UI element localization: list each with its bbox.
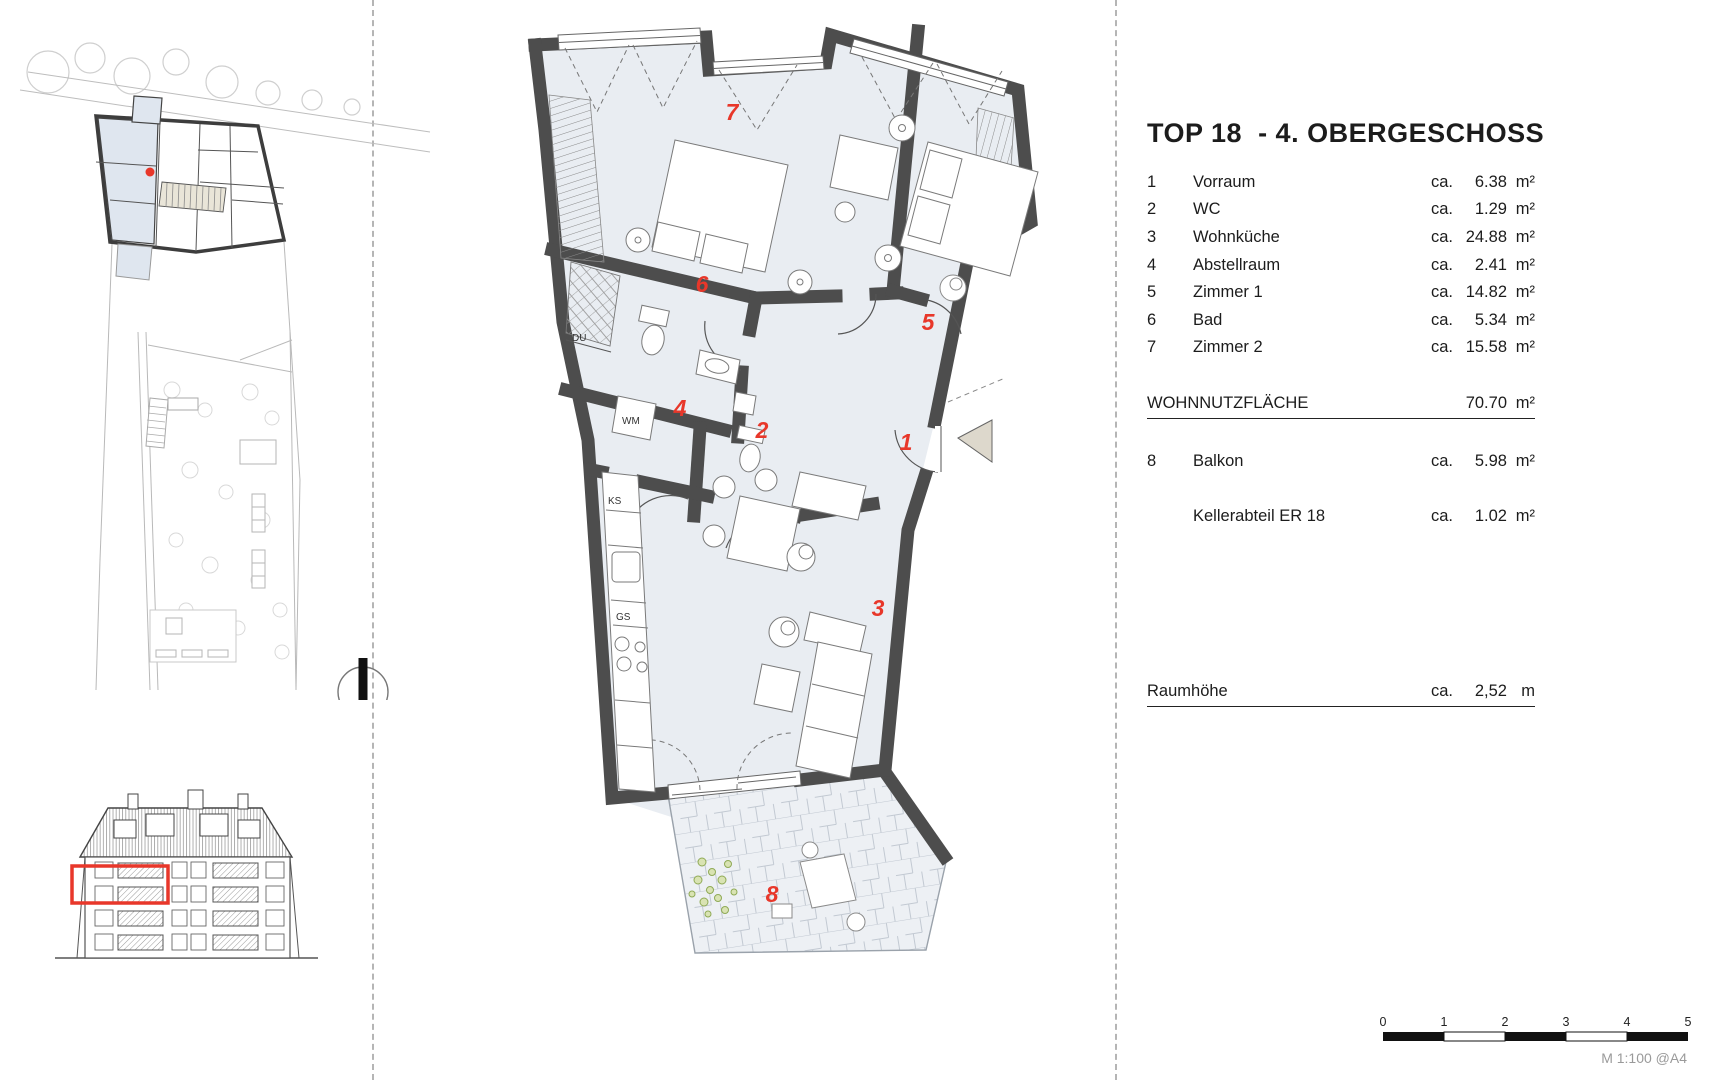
- room-area: 24.88: [1465, 228, 1507, 246]
- room-area: 15.58: [1465, 338, 1507, 356]
- height-unit: m: [1521, 682, 1535, 700]
- svg-text:5: 5: [1684, 1015, 1692, 1029]
- column-separator-right: [1115, 0, 1117, 1080]
- room-num: 8: [1147, 452, 1157, 470]
- ca-label: ca.: [1430, 256, 1453, 274]
- room-name: Abstellraum: [1193, 256, 1281, 274]
- ca-label: ca.: [1430, 338, 1453, 356]
- room-number-8: 8: [765, 881, 779, 907]
- area-unit: m²: [1515, 256, 1535, 274]
- ca-label: ca.: [1430, 228, 1453, 246]
- area-unit: m²: [1515, 338, 1535, 356]
- area-unit: m²: [1515, 283, 1535, 301]
- legend-row-wohnkueche: [1147, 228, 1535, 250]
- building-elevation: [0, 700, 372, 1080]
- north-arrow-icon: [338, 658, 388, 700]
- garden-furniture: [150, 440, 276, 662]
- area-unit: m²: [1515, 311, 1535, 329]
- roof: [80, 790, 292, 857]
- room-height-value: 2,52: [1474, 682, 1507, 700]
- scale-segments: [1383, 1032, 1688, 1041]
- building-footprint: [96, 96, 284, 280]
- room-name: Zimmer 2: [1193, 338, 1263, 356]
- area-unit: m²: [1515, 173, 1535, 191]
- scale-caption: M 1:100 @A4: [1601, 1050, 1687, 1066]
- entrance-dashed-line: [948, 378, 1005, 402]
- facade: [77, 857, 299, 958]
- room-number-7: 7: [725, 99, 739, 125]
- room-name: Balkon: [1193, 452, 1244, 470]
- ca-label: ca.: [1430, 200, 1453, 218]
- total-living-area-row: [1147, 394, 1535, 419]
- site-plan: [0, 0, 440, 700]
- area-unit: m²: [1515, 507, 1535, 525]
- room-area: 2.41: [1474, 256, 1507, 274]
- room-area: 6.38: [1474, 173, 1507, 191]
- room-name: Kellerabteil ER 18: [1193, 507, 1326, 525]
- svg-text:4: 4: [1623, 1015, 1631, 1029]
- room-num: 7: [1147, 338, 1157, 356]
- room-name: Wohnküche: [1193, 228, 1280, 246]
- svg-text:0: 0: [1379, 1015, 1387, 1029]
- unit-location-dot: [146, 168, 155, 177]
- ca-label: ca.: [1430, 311, 1453, 329]
- scale-ticks: [1380, 1015, 1692, 1029]
- total-area: 70.70: [1465, 394, 1507, 412]
- room-number-3: 3: [871, 595, 885, 621]
- total-label: WOHNNUTZFLÄCHE: [1147, 394, 1309, 412]
- area-unit: m²: [1515, 394, 1535, 412]
- ca-label: ca.: [1430, 682, 1453, 700]
- legend-row-bad: [1147, 311, 1535, 333]
- room-number-5: 5: [921, 309, 935, 335]
- svg-text:3: 3: [1562, 1015, 1570, 1029]
- svg-text:2: 2: [1501, 1015, 1509, 1029]
- legend-row-vorraum: [1147, 173, 1535, 195]
- room-num: 6: [1147, 311, 1157, 329]
- entrance-arrow-icon: [958, 420, 992, 462]
- room-num: 2: [1147, 200, 1157, 218]
- room-num: 3: [1147, 228, 1157, 246]
- room-name: Zimmer 1: [1193, 283, 1263, 301]
- room-height-label: Raumhöhe: [1147, 682, 1228, 700]
- area-unit: m²: [1515, 452, 1535, 470]
- legend-row-zimmer1: [1147, 283, 1535, 305]
- room-number-2: 2: [755, 417, 769, 443]
- room-name: WC: [1193, 200, 1221, 218]
- room-area: 1.02: [1474, 507, 1507, 525]
- room-area: 14.82: [1465, 283, 1507, 301]
- ca-label: ca.: [1430, 173, 1453, 191]
- room-name: Vorraum: [1193, 173, 1256, 191]
- room-number-1: 1: [899, 429, 913, 455]
- area-unit: m²: [1515, 200, 1535, 218]
- room-num: 1: [1147, 173, 1157, 191]
- page-title: TOP 18 - 4. OBERGESCHOSS: [1147, 118, 1545, 148]
- area-unit: m²: [1515, 228, 1535, 246]
- legend-row-wc: [1147, 200, 1535, 222]
- legend-row-zimmer2: [1147, 338, 1535, 360]
- legend-row-abstellraum: [1147, 256, 1535, 278]
- legend-row-balkon: [1147, 452, 1535, 474]
- room-num: 5: [1147, 283, 1157, 301]
- room-area: 5.34: [1474, 311, 1507, 329]
- ca-label: ca.: [1430, 507, 1453, 525]
- fridge-label: KS: [608, 496, 622, 507]
- room-number-6: 6: [695, 271, 709, 297]
- ca-label: ca.: [1430, 283, 1453, 301]
- room-num: 4: [1147, 256, 1157, 274]
- ca-label: ca.: [1430, 452, 1453, 470]
- room-area: 1.29: [1474, 200, 1507, 218]
- legend-row-keller: [1147, 507, 1535, 529]
- washer-label: WM: [622, 416, 640, 427]
- floor-plan: [440, 0, 1115, 1080]
- room-number-4: 4: [673, 395, 687, 421]
- scale-bar: [1375, 1014, 1705, 1074]
- dishwasher-label: GS: [616, 612, 631, 623]
- svg-text:1: 1: [1440, 1015, 1448, 1029]
- garden-stair: [146, 398, 198, 448]
- room-height-row: [1147, 682, 1535, 707]
- room-area: 5.98: [1474, 452, 1507, 470]
- room-name: Bad: [1193, 311, 1223, 329]
- shower-label: DU: [572, 333, 587, 344]
- armchair-zimmer1: [940, 275, 966, 301]
